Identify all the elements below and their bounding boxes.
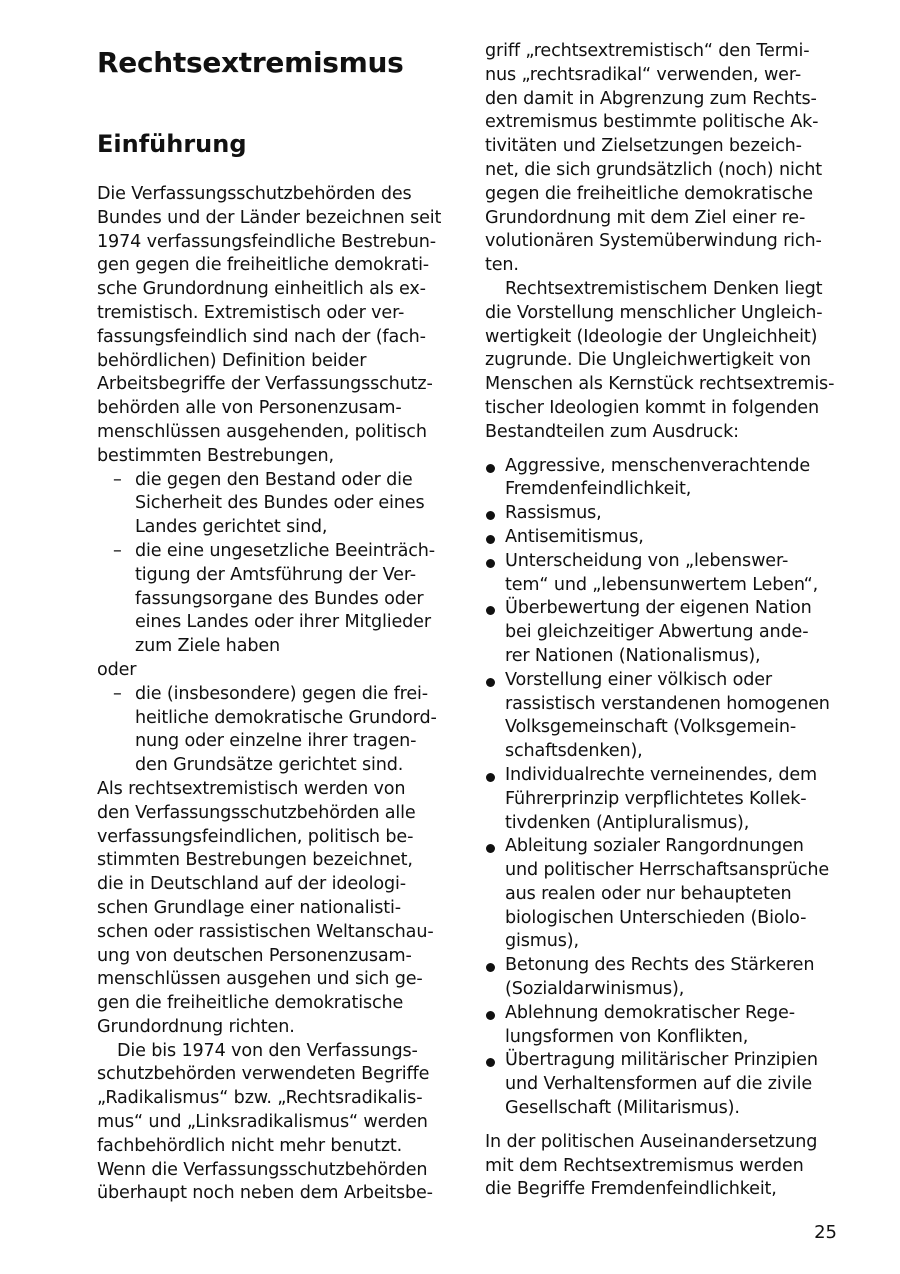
bullet-list-item bbox=[485, 954, 837, 1002]
text-line: eines Landes oder ihrer Mitglieder bbox=[135, 612, 431, 633]
text-line: Antisemitismus, bbox=[505, 526, 644, 547]
text-line: Als rechtsextremistisch werden von bbox=[97, 778, 406, 799]
closing-paragraph bbox=[485, 1131, 837, 1202]
text-line: Die bis 1974 von den Verfassungs- bbox=[117, 1040, 418, 1061]
text-line: Vorstellung einer völkisch oder bbox=[505, 669, 772, 690]
text-line: schutzbehörden verwendeten Begriffe bbox=[97, 1064, 430, 1085]
text-line: den damit in Abgrenzung zum Rechts- bbox=[485, 88, 817, 109]
bullet-list-item bbox=[485, 669, 837, 764]
text-line: net, die sich grundsätzlich (noch) nicht bbox=[485, 159, 822, 180]
text-line: aus realen oder nur behaupteten bbox=[505, 883, 792, 904]
text-line: Menschen als Kernstück rechtsextremis- bbox=[485, 374, 835, 395]
text-line: Grundordnung richten. bbox=[97, 1016, 295, 1037]
text-line: Überbewertung der eigenen Nation bbox=[505, 598, 812, 619]
text-line: Volksgemeinschaft (Volksgemein- bbox=[505, 717, 797, 738]
text-line: ten. bbox=[485, 255, 519, 276]
text-line: die (insbesondere) gegen die frei- bbox=[135, 683, 428, 704]
text-line: und politischer Herrschaftsansprüche bbox=[505, 860, 830, 881]
text-line: lungsformen von Konflikten, bbox=[505, 1026, 749, 1047]
bullet-dot-icon bbox=[486, 773, 495, 782]
text-line: zum Ziele haben bbox=[135, 636, 281, 657]
text-line: die Vorstellung menschlicher Ungleich- bbox=[485, 302, 823, 323]
section-heading: Einführung bbox=[97, 130, 247, 158]
text-line: tem“ und „lebensunwertem Leben“, bbox=[505, 574, 819, 595]
definition-paragraph bbox=[97, 778, 452, 1040]
text-line: Unterscheidung von „lebenswer- bbox=[505, 550, 789, 571]
text-line: fassungsorgane des Bundes oder bbox=[135, 588, 424, 609]
right-column bbox=[485, 40, 837, 1202]
text-line: rer Nationen (Nationalismus), bbox=[505, 645, 761, 666]
text-line: mit dem Rechtsextremismus werden bbox=[485, 1155, 804, 1176]
text-line: ung von deutschen Personenzusam- bbox=[97, 945, 412, 966]
dash-list-item bbox=[97, 469, 452, 540]
text-line: menschlüssen ausgehen und sich ge- bbox=[97, 969, 423, 990]
text-line: gen gegen die freiheitliche demokrati- bbox=[97, 255, 430, 276]
text-line: den Verfassungsschutzbehörden alle bbox=[97, 802, 416, 823]
text-line: biologischen Unterschieden (Biolo- bbox=[505, 907, 807, 928]
dash-marker: – bbox=[113, 540, 122, 561]
text-line: 1974 verfassungsfeindliche Bestrebun- bbox=[97, 231, 436, 252]
text-line: Grundordnung mit dem Ziel einer re- bbox=[485, 207, 806, 228]
text-line: Wenn die Verfassungsschutzbehörden bbox=[97, 1159, 428, 1180]
text-line: sche Grundordnung einheitlich als ex- bbox=[97, 279, 426, 300]
text-line: (Sozialdarwinismus), bbox=[505, 979, 685, 1000]
text-line: fachbehördlich nicht mehr benutzt. bbox=[97, 1135, 403, 1156]
ideology-paragraph bbox=[485, 278, 837, 445]
text-line: gegen die freiheitliche demokratische bbox=[485, 183, 813, 204]
bullet-list-item bbox=[485, 835, 837, 954]
text-line: tivitäten und Zielsetzungen bezeich- bbox=[485, 136, 802, 157]
text-line: Bundes und der Länder bezeichnen seit bbox=[97, 207, 442, 228]
text-line: bestimmten Bestrebungen, bbox=[97, 445, 334, 466]
text-line: Bestandteilen zum Ausdruck: bbox=[485, 421, 739, 442]
bullet-dot-icon bbox=[486, 606, 495, 615]
left-column bbox=[97, 40, 452, 1206]
text-line: bei gleichzeitiger Abwertung ande- bbox=[505, 622, 809, 643]
page-number: 25 bbox=[814, 1222, 837, 1243]
text-line: griff „rechtsextremistisch“ den Termi- bbox=[485, 41, 810, 61]
bullet-list-item bbox=[485, 502, 837, 526]
bullet-list-item bbox=[485, 550, 837, 598]
text-line: Betonung des Rechts des Stärkeren bbox=[505, 955, 815, 976]
text-line: Die Verfassungsschutzbehörden des bbox=[97, 184, 412, 204]
bullet-dot-icon bbox=[486, 559, 495, 568]
bullet-dot-icon bbox=[486, 963, 495, 972]
text-line: Arbeitsbegriffe der Verfassungsschutz- bbox=[97, 374, 433, 395]
text-line: Sicherheit des Bundes oder eines bbox=[135, 493, 425, 514]
dash-list-item bbox=[97, 683, 452, 778]
text-line: verfassungsfeindlichen, politisch be- bbox=[97, 826, 414, 847]
bullet-list-item bbox=[485, 455, 837, 503]
oder-connector: oder bbox=[97, 659, 137, 680]
text-line: In der politischen Auseinandersetzung bbox=[485, 1131, 818, 1152]
text-line: volutionären Systemüberwindung rich- bbox=[485, 231, 822, 252]
bullet-dot-icon bbox=[486, 678, 495, 687]
bullet-dot-icon bbox=[486, 844, 495, 853]
bullet-list-item bbox=[485, 1049, 837, 1120]
dash-marker: – bbox=[113, 683, 122, 704]
text-line: und Verhaltensformen auf die zivile bbox=[505, 1074, 813, 1095]
bullet-list-item bbox=[485, 1002, 837, 1050]
text-line: Rechtsextremistischem Denken liegt bbox=[505, 278, 823, 299]
continued-paragraph bbox=[485, 40, 837, 278]
text-line: menschlüssen ausgehenden, politisch bbox=[97, 421, 427, 442]
text-line: die gegen den Bestand oder die bbox=[135, 469, 413, 490]
text-line: überhaupt noch neben dem Arbeitsbe- bbox=[97, 1183, 433, 1204]
text-line: tivdenken (Antipluralismus), bbox=[505, 812, 750, 833]
text-line: zugrunde. Die Ungleichwertigkeit von bbox=[485, 350, 811, 371]
text-line: Fremdenfeindlichkeit, bbox=[505, 479, 692, 500]
dash-marker: – bbox=[113, 469, 122, 490]
text-line: tremistisch. Extremistisch oder ver- bbox=[97, 302, 405, 323]
bullet-dot-icon bbox=[486, 1058, 495, 1067]
dash-list-1 bbox=[97, 469, 452, 659]
bullet-list-item bbox=[485, 597, 837, 668]
text-line: Aggressive, menschenverachtende bbox=[505, 455, 811, 476]
dash-list-2 bbox=[97, 683, 452, 778]
text-line: den Grundsätze gerichtet sind. bbox=[135, 755, 404, 776]
dash-list-item bbox=[97, 540, 452, 659]
history-paragraph bbox=[97, 1040, 452, 1207]
text-line: Übertragung militärischer Prinzipien bbox=[505, 1050, 818, 1071]
text-line: rassistisch verstandenen homogenen bbox=[505, 693, 830, 714]
page-title: Rechtsextremismus bbox=[97, 46, 404, 79]
text-line: „Radikalismus“ bzw. „Rechtsradikalis- bbox=[97, 1088, 423, 1109]
text-line: stimmten Bestrebungen bezeichnet, bbox=[97, 850, 413, 871]
text-line: behörden alle von Personenzusam- bbox=[97, 398, 402, 419]
text-line: gismus), bbox=[505, 931, 579, 952]
text-line: schen Grundlage einer nationalisti- bbox=[97, 897, 401, 918]
text-line: nus „rechtsradikal“ verwenden, wer- bbox=[485, 64, 802, 85]
text-line: Gesellschaft (Militarismus). bbox=[505, 1098, 740, 1119]
text-line: die in Deutschland auf der ideologi- bbox=[97, 874, 406, 895]
text-line: die Begriffe Fremdenfeindlichkeit, bbox=[485, 1179, 777, 1200]
text-line: extremismus bestimmte politische Ak- bbox=[485, 112, 819, 133]
text-line: die eine ungesetzliche Beeinträch- bbox=[135, 540, 435, 561]
text-line: Ableitung sozialer Rangordnungen bbox=[505, 836, 804, 857]
bullet-dot-icon bbox=[486, 535, 495, 544]
text-line: Landes gerichtet sind, bbox=[135, 517, 328, 538]
text-line: schen oder rassistischen Weltanschau- bbox=[97, 921, 434, 942]
text-line: wertigkeit (Ideologie der Ungleichheit) bbox=[485, 326, 818, 347]
text-line: Führerprinzip verpflichtetes Kollek- bbox=[505, 788, 807, 809]
text-line: behördlichen) Definition beider bbox=[97, 350, 367, 371]
text-line: gen die freiheitliche demokratische bbox=[97, 993, 404, 1014]
text-line: Ablehnung demokratischer Rege- bbox=[505, 1002, 795, 1023]
text-line: tischer Ideologien kommt in folgenden bbox=[485, 397, 819, 418]
bullet-dot-icon bbox=[486, 511, 495, 520]
text-line: heitliche demokratische Grundord- bbox=[135, 707, 437, 728]
text-line: mus“ und „Linksradikalismus“ werden bbox=[97, 1112, 428, 1133]
bullet-dot-icon bbox=[486, 1011, 495, 1020]
ideology-bullet-list bbox=[485, 455, 837, 1121]
text-line: Individualrechte verneinendes, dem bbox=[505, 764, 818, 785]
text-line: tigung der Amtsführung der Ver- bbox=[135, 564, 416, 585]
text-line: nung oder einzelne ihrer tragen- bbox=[135, 731, 417, 752]
intro-paragraph bbox=[97, 183, 452, 469]
bullet-list-item bbox=[485, 526, 837, 550]
bullet-list-item bbox=[485, 764, 837, 835]
text-line: Rassismus, bbox=[505, 503, 602, 524]
text-line: schaftsdenken), bbox=[505, 741, 643, 762]
text-line: fassungsfeindlich sind nach der (fach- bbox=[97, 326, 426, 347]
bullet-dot-icon bbox=[486, 464, 495, 473]
